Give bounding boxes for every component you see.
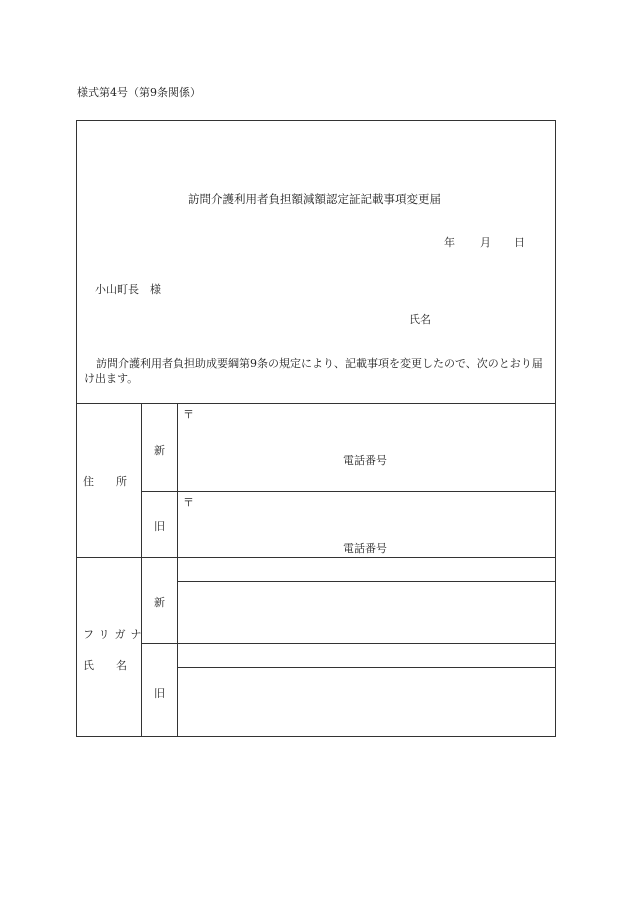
- form-number-label: 様式第4号（第9条関係）: [77, 86, 201, 99]
- label-column-divider: [141, 403, 142, 737]
- name-old-furigana-line: [177, 667, 556, 668]
- address-label: 住 所: [83, 475, 127, 488]
- form-title: 訪問介護利用者負担額減額認定証記載事項変更届: [188, 192, 441, 206]
- date-month-label: 月: [480, 236, 491, 249]
- addressee: 小山町長 様: [95, 283, 161, 296]
- table-top-line: [76, 403, 556, 404]
- phone-label-old: 電話番号: [343, 542, 387, 555]
- postal-mark-old: 〒: [183, 496, 194, 509]
- name-new-old-divider: [141, 643, 556, 644]
- declaration-text: 訪問介護利用者負担助成要綱第9条の規定により、記載事項を変更したので、次のとおり届け出ます。: [84, 357, 543, 385]
- date-year-label: 年: [444, 236, 455, 249]
- sublabel-column-divider: [177, 403, 178, 737]
- postal-mark-new: 〒: [183, 408, 194, 421]
- address-name-divider: [76, 557, 556, 558]
- address-new-label: 新: [154, 444, 165, 457]
- applicant-name-label: 氏名: [409, 313, 431, 326]
- furigana-label: フリガナ: [83, 628, 147, 641]
- phone-label-new: 電話番号: [343, 454, 387, 467]
- date-day-label: 日: [514, 236, 525, 249]
- form-frame: [76, 120, 556, 737]
- name-new-label: 新: [154, 596, 165, 609]
- name-old-label: 旧: [154, 687, 165, 700]
- address-new-old-divider: [141, 491, 556, 492]
- name-new-furigana-line: [177, 581, 556, 582]
- address-old-label: 旧: [154, 520, 165, 533]
- name-label: 氏 名: [83, 659, 127, 672]
